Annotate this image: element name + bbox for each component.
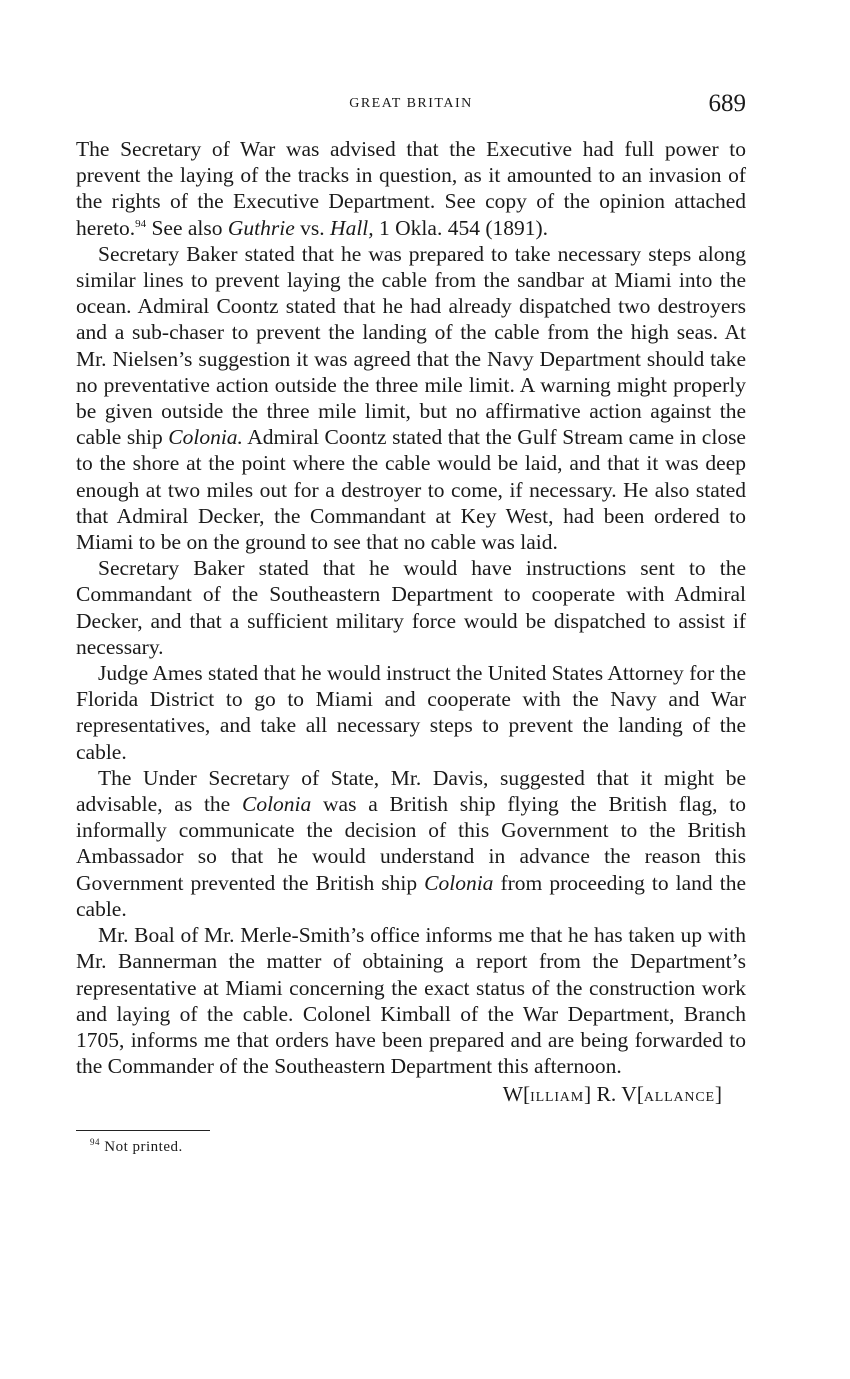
paragraph	[76, 922, 746, 1079]
signature-w: W[	[502, 1082, 531, 1107]
running-title: GREAT BRITAIN	[349, 96, 473, 111]
paragraph-text: 1 Okla. 454 (1891).	[373, 215, 549, 240]
paragraph-text: See also	[146, 215, 228, 240]
document-page	[76, 90, 746, 1156]
italic-text: Colonia	[424, 870, 494, 895]
italic-text: Colonia.	[168, 425, 243, 450]
paragraph-text: Mr. Boal of Mr. Merle-Smith’s office informs me that he has taken up with Mr. Bannerman the matter of obtaining a report from the Department’s representative at Miami concerning the exact status of the construction work and laying of the cable. Colonel Kimball of the War Department, Branch 1705, informs me that orders have been prepared and are being forwarded to the Commander of the Southeastern Department this afternoon.	[76, 923, 746, 1079]
paragraph	[76, 765, 746, 922]
footnote-marker: 94	[90, 1136, 100, 1147]
paragraph-text: from proceeding to land the cable.	[76, 870, 747, 921]
footnote-text: Not printed.	[104, 1138, 183, 1155]
signature	[76, 1081, 746, 1111]
paragraph	[76, 136, 746, 241]
signature-allance: ALLANCE	[643, 1090, 715, 1106]
signature-middle: ] R. V[	[583, 1082, 644, 1107]
paragraph-text: Admiral Coontz stated that the Gulf Stream came in close to the shore at the point where the cable would be laid, and that it was deep enough at two miles out for a destroyer to come, if necessary. He also stated that Admiral Decker, the Commandant at Key West, had been ordered to Miami to be on the ground to see that no cable was laid.	[76, 425, 746, 555]
italic-text: Guthrie	[227, 215, 295, 240]
footnote-reference: 94	[135, 217, 147, 230]
paragraph-text: Secretary Baker stated that he was prepared to take necessary steps along similar lines to prevent laying the cable from the sandbar at Miami into the ocean. Admiral Coontz stated that he had already dispatched two destroyers and a sub-chaser to prevent the landing of the cable from the high seas. At Mr. Nielsen’s suggestion it was agreed that the Navy Department should take no preventative action outside the three mile limit. A warning might properly be given outside the three mile limit, but no affirmative action against the cable ship	[76, 241, 746, 450]
page-number: 689	[708, 90, 746, 117]
paragraph	[76, 660, 746, 765]
signature-illiam: ILLIAM	[530, 1090, 584, 1106]
paragraph-text: The Secretary of War was advised that the Executive had full power to prevent the laying of the tracks in question, as it amounted to an invasion of the rights of the Executive Department. See copy of the opinion attached hereto.	[76, 137, 746, 240]
running-header	[76, 90, 746, 122]
paragraph-text: The Under Secretary of State, Mr. Davis, suggested that it might be advisable, as the	[76, 765, 746, 817]
paragraph	[76, 555, 746, 660]
signature-close: ]	[714, 1082, 722, 1107]
paragraph-text: vs.	[294, 215, 331, 240]
paragraph-text: Judge Ames stated that he would instruct the United States Attorney for the Florida District to go to Miami and cooperate with the Navy and War representatives, and take all necessary steps to prevent the landing of the cable.	[76, 661, 746, 764]
paragraph-text: Secretary Baker stated that he would have instructions sent to the Commandant of the Southeastern Department to cooperate with Admiral Decker, and that a sufficient military force would be dispatched to assist if necessary.	[76, 556, 746, 659]
paragraph	[76, 241, 746, 555]
body-text	[76, 136, 746, 1079]
footnote	[90, 1136, 746, 1156]
italic-text: Colonia	[241, 792, 312, 817]
italic-text: Hall,	[330, 215, 374, 240]
paragraph-text: was a British ship flying the British flag, to informally communicate the decision of this Government to the British Ambassador so that he would understand in advance the reason this Government prevented the British ship	[76, 792, 747, 895]
footnote-rule	[76, 1130, 210, 1131]
